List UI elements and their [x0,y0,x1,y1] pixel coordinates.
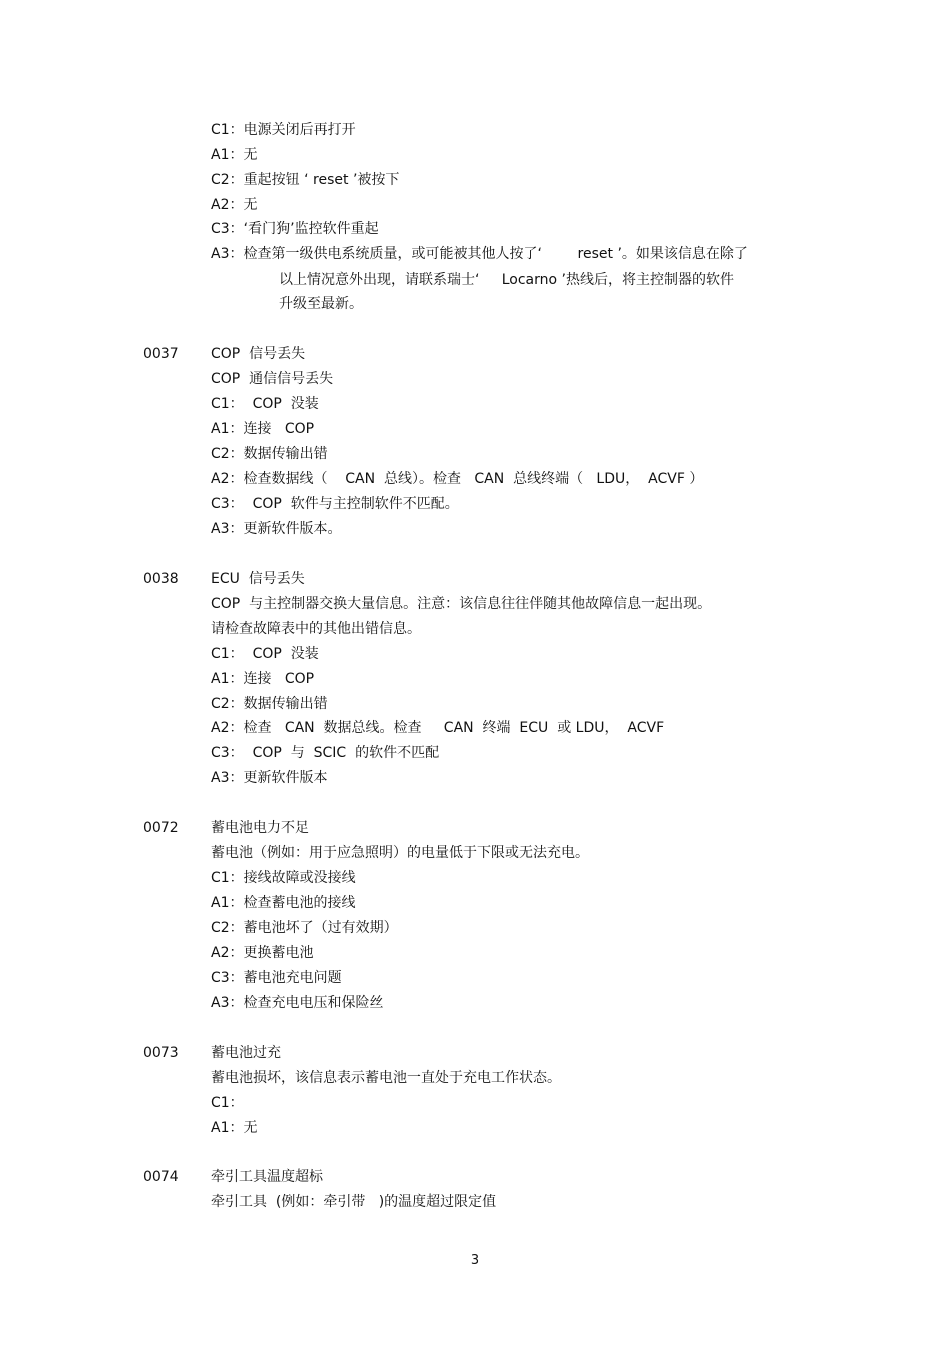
entry-line: A1：检查蓄电池的接线 [211,895,356,911]
entry-line: 牵引工具 (例如：牵引带 )的温度超过限定值 [211,1194,497,1210]
entry-line: C1： [211,1095,244,1111]
entry-line: A2：更换蓄电池 [211,945,314,961]
error-code: 0072 [143,820,179,836]
error-title: 蓄电池过充 [211,1045,281,1061]
error-title: 蓄电池电力不足 [211,820,309,836]
entry-line: COP 与主控制器交换大量信息。注意：该信息往往伴随其他故障信息一起出现。 [211,596,712,612]
entry-line: A3：更新软件版本。 [211,521,342,537]
error-code: 0038 [143,571,179,587]
entry-line: 请检查故障表中的其他出错信息。 [211,621,421,637]
entry-line: C3：蓄电池充电问题 [211,970,342,986]
error-title: ECU 信号丢失 [211,571,305,587]
intro-line: A1：无 [211,147,258,163]
intro-line: C3：‘看门狗’监控软件重起 [211,221,379,237]
entry-line: A2：检查 CAN 数据总线。检查 CAN 终端 ECU 或 LDU， ACVF [211,720,665,736]
error-code: 0074 [143,1169,179,1185]
entry-line: COP 通信信号丢失 [211,371,334,387]
error-title: COP 信号丢失 [211,346,306,362]
entry-line: A3：更新软件版本 [211,770,328,786]
intro-line: 升级至最新。 [279,296,363,312]
intro-line: 以上情况意外出现，请联系瑞士‘ Locarno ’热线后，将主控制器的软件 [279,272,734,288]
page-number: 3 [470,1253,480,1268]
entry-line: C2：蓄电池坏了（过有效期） [211,920,398,936]
entry-line: C1： COP 没装 [211,396,319,412]
entry-line: C3： COP 与 SCIC 的软件不匹配 [211,745,440,761]
entry-line: A1：连接 COP [211,671,315,687]
entry-line: C2：数据传输出错 [211,446,328,462]
intro-line: C1：电源关闭后再打开 [211,122,356,138]
entry-line: A1：连接 COP [211,421,315,437]
entry-line: C3： COP 软件与主控制软件不匹配。 [211,496,459,512]
intro-line: A3：检查第一级供电系统质量，或可能被其他人按了‘ reset ’。如果该信息在除了 [211,246,748,262]
error-code: 0073 [143,1045,179,1061]
entry-line: A3：检查充电电压和保险丝 [211,995,384,1011]
entry-line: C1： COP 没装 [211,646,319,662]
intro-line: C2：重起按钮 ‘ reset ’被按下 [211,172,400,188]
error-code: 0037 [143,346,179,362]
error-title: 牵引工具温度超标 [211,1169,323,1185]
entry-line: C2：数据传输出错 [211,696,328,712]
entry-line: C1：接线故障或没接线 [211,870,356,886]
entry-line: 蓄电池损坏，该信息表示蓄电池一直处于充电工作状态。 [211,1070,561,1086]
entry-line: A2：检查数据线（ CAN 总线）。检查 CAN 总线终端（ LDU， ACVF ） [211,471,704,487]
intro-line: A2：无 [211,197,258,213]
entry-line: 蓄电池（例如：用于应急照明）的电量低于下限或无法充电。 [211,845,589,861]
entry-line: A1：无 [211,1120,258,1136]
